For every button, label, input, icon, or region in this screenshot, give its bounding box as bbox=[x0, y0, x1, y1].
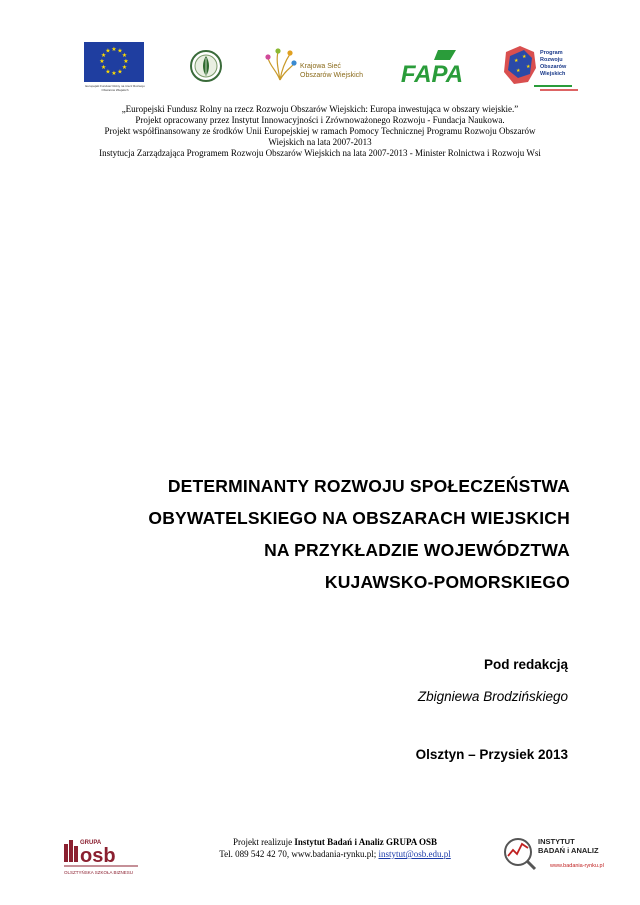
project-info bbox=[40, 104, 600, 159]
prow-logo bbox=[500, 42, 582, 96]
footer-text bbox=[150, 836, 520, 860]
ksow-text-2: Obszarów Wiejskich bbox=[300, 72, 364, 79]
project-info-line-3: Projekt współfinansowany ze środków Unii Europejskiej w ramach Pomocy Technicznej Programu Rozwoju Obszarów bbox=[104, 126, 536, 136]
title-line-3: NA PRZYKŁADZIE WOJEWÓDZTWA bbox=[264, 540, 570, 560]
svg-text:★: ★ bbox=[516, 68, 521, 74]
footer bbox=[0, 836, 640, 886]
osb-caption: OLSZTYŃSKA SZKOŁA BIZNESU bbox=[64, 870, 134, 875]
prow-text-2: Rozwoju bbox=[540, 57, 563, 63]
iba-text-2: BADAŃ i ANALIZ bbox=[538, 846, 599, 855]
iba-text-1: INSTYTUT bbox=[538, 837, 575, 846]
osb-main-text: osb bbox=[80, 845, 116, 867]
logo-row bbox=[0, 40, 640, 102]
ksow-logo bbox=[264, 46, 368, 86]
svg-text:★: ★ bbox=[121, 64, 128, 71]
footer-line-1 bbox=[150, 836, 520, 848]
prow-text-4: Wiejskich bbox=[540, 71, 566, 77]
prow-text-1: Program bbox=[540, 50, 563, 56]
svg-text:★: ★ bbox=[117, 68, 123, 76]
title-line-1: DETERMINANTY ROZWOJU SPOŁECZEŃSTWA bbox=[167, 476, 570, 496]
ksow-text-1: Krajowa Sieć bbox=[300, 63, 341, 70]
svg-text:★: ★ bbox=[100, 52, 107, 59]
iba-url: www.badania-rynku.pl bbox=[550, 863, 604, 869]
leader-logo bbox=[188, 48, 224, 84]
title-line-2: OBYWATELSKIEGO NA OBSZARACH WIEJSKICH bbox=[148, 508, 570, 528]
project-info-line-4: Wiejskich na lata 2007-2013 bbox=[268, 137, 372, 147]
svg-text:★: ★ bbox=[123, 58, 129, 65]
document-title bbox=[60, 470, 570, 598]
footer-org: Instytut Badań i Analiz GRUPA OSB bbox=[294, 837, 438, 847]
iba-logo bbox=[498, 830, 614, 876]
svg-text:★: ★ bbox=[111, 46, 117, 53]
eu-flag-logo bbox=[84, 42, 144, 82]
svg-text:★: ★ bbox=[105, 68, 111, 76]
svg-text:★: ★ bbox=[105, 47, 111, 55]
project-info-line-5: Instytucja Zarządzająca Programem Rozwoju Obszarów Wiejskich na lata 2007-2013 - Minister Rolnictwa i Rozwoju Wsi bbox=[99, 148, 541, 158]
svg-text:★: ★ bbox=[117, 47, 123, 55]
eu-caption: Europejski Fundusz Rolny na rzecz Rozwoju Obszarów Wiejskich bbox=[85, 84, 145, 92]
edited-by-label: Pod redakcją bbox=[483, 657, 568, 672]
svg-text:★: ★ bbox=[99, 58, 105, 65]
fapa-text: FAPA bbox=[400, 61, 464, 86]
footer-email-link[interactable]: instytut@osb.edu.pl bbox=[378, 849, 451, 859]
editor-name: Zbigniewa Brodzińskiego bbox=[417, 689, 568, 704]
osb-logo bbox=[62, 836, 142, 880]
footer-line-1-prefix: Projekt realizuje bbox=[232, 837, 295, 847]
place-date: Olsztyn – Przysiek 2013 bbox=[415, 747, 568, 762]
fapa-logo bbox=[394, 48, 470, 86]
project-info-line-2: Projekt opracowany przez Instytut Innowacyjności i Zrównoważonego Rozwoju - Fundacja Naukowa. bbox=[135, 115, 505, 125]
prow-text-3: Obszarów bbox=[540, 64, 567, 70]
svg-text:★: ★ bbox=[514, 58, 519, 64]
svg-text:★: ★ bbox=[526, 64, 531, 70]
osb-top-text: GRUPA bbox=[80, 840, 102, 846]
svg-text:★: ★ bbox=[100, 64, 107, 71]
svg-text:★: ★ bbox=[522, 54, 527, 60]
footer-contact: Tel. 089 542 42 70, www.badania-rynku.pl; bbox=[219, 849, 379, 859]
title-line-4: KUJAWSKO-POMORSKIEGO bbox=[324, 572, 570, 592]
svg-text:★: ★ bbox=[121, 52, 128, 59]
footer-line-2 bbox=[150, 848, 520, 860]
project-info-line-1: „Europejski Fundusz Rolny na rzecz Rozwoju Obszarów Wiejskich: Europa inwestująca w obszary wiejskie.” bbox=[121, 104, 519, 114]
svg-text:★: ★ bbox=[111, 70, 117, 77]
